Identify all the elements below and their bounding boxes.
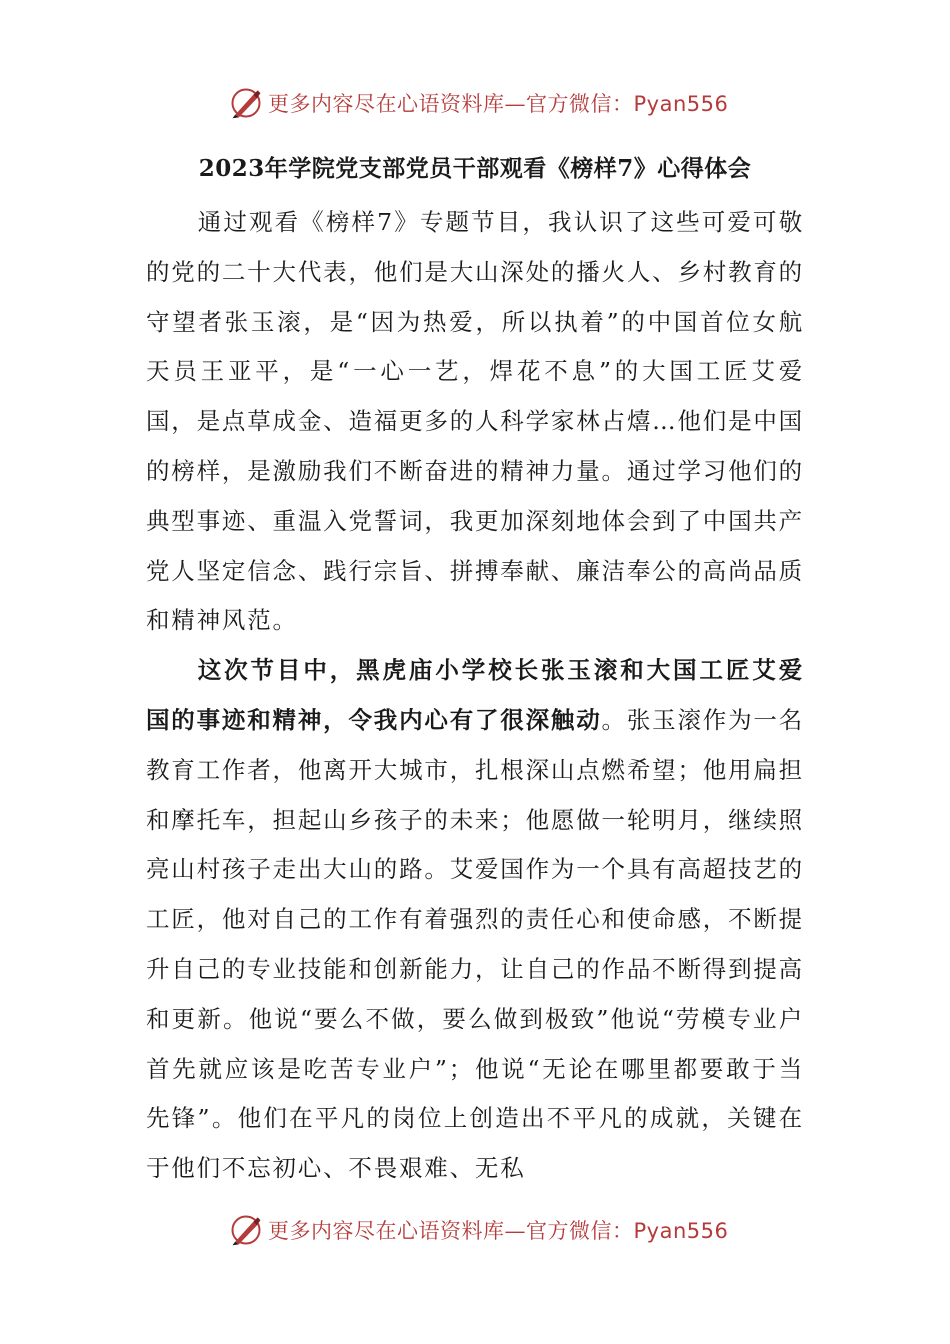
paragraph-2-bold: 这次节目中，黑虎庙小学校长张玉滚和大国工匠艾爱国的事迹和精神，令我内心有了很深触动	[146, 656, 804, 734]
paragraph-1-text: 通过观看《榜样7》专题节目，我认识了这些可爱可敬的党的二十大代表，他们是大山深处的播火人、乡村教育的守望者张玉滚，是“因为热爱，所以执着”的中国首位女航天员王亚平，是“一心一艺，焊花不息”的大国工匠艾爱国，是点草成金、造福更多的人科学家林占熺…他们是中国的榜样，是激励我们不断奋进的精神力量。通过学习他们的典型事迹、重温入党誓词，我更加深刻地体会到了中国共产党人坚定信念、践行宗旨、拼搏奉献、廉洁奉公的高尚品质和精神风范。	[146, 208, 804, 635]
watermark-text: 更多内容尽在心语资料库—官方微信：Pyan556	[268, 92, 729, 116]
document-body	[146, 198, 804, 1194]
pen-logo-icon	[228, 85, 264, 121]
header-watermark	[228, 83, 728, 123]
watermark-text: 更多内容尽在心语资料库—官方微信：Pyan556	[268, 1219, 729, 1243]
paragraph-1	[146, 198, 804, 646]
paragraph-2	[146, 646, 804, 1194]
wechat-id: Pyan556	[633, 1219, 729, 1243]
pen-logo-icon	[228, 1212, 264, 1248]
footer-watermark	[228, 1210, 728, 1250]
wechat-id: Pyan556	[633, 92, 729, 116]
paragraph-2-text: 。张玉滚作为一名教育工作者，他离开大城市，扎根深山点燃希望；他用扁担和摩托车，担起山乡孩子的未来；他愿做一轮明月，继续照亮山村孩子走出大山的路。艾爱国作为一个具有高超技艺的工匠，他对自己的工作有着强烈的责任心和使命感，不断提升自己的专业技能和创新能力，让自己的作品不断得到提高和更新。他说“要么不做，要么做到极致”他说“劳模专业户首先就应该是吃苦专业户”；他说“无论在哪里都要敢于当先锋”。他们在平凡的岗位上创造出不平凡的成就，关键在于他们不忘初心、不畏艰难、无私	[146, 705, 805, 1183]
document-title: 2023年学院党支部党员干部观看《榜样7》心得体会	[198, 155, 752, 182]
